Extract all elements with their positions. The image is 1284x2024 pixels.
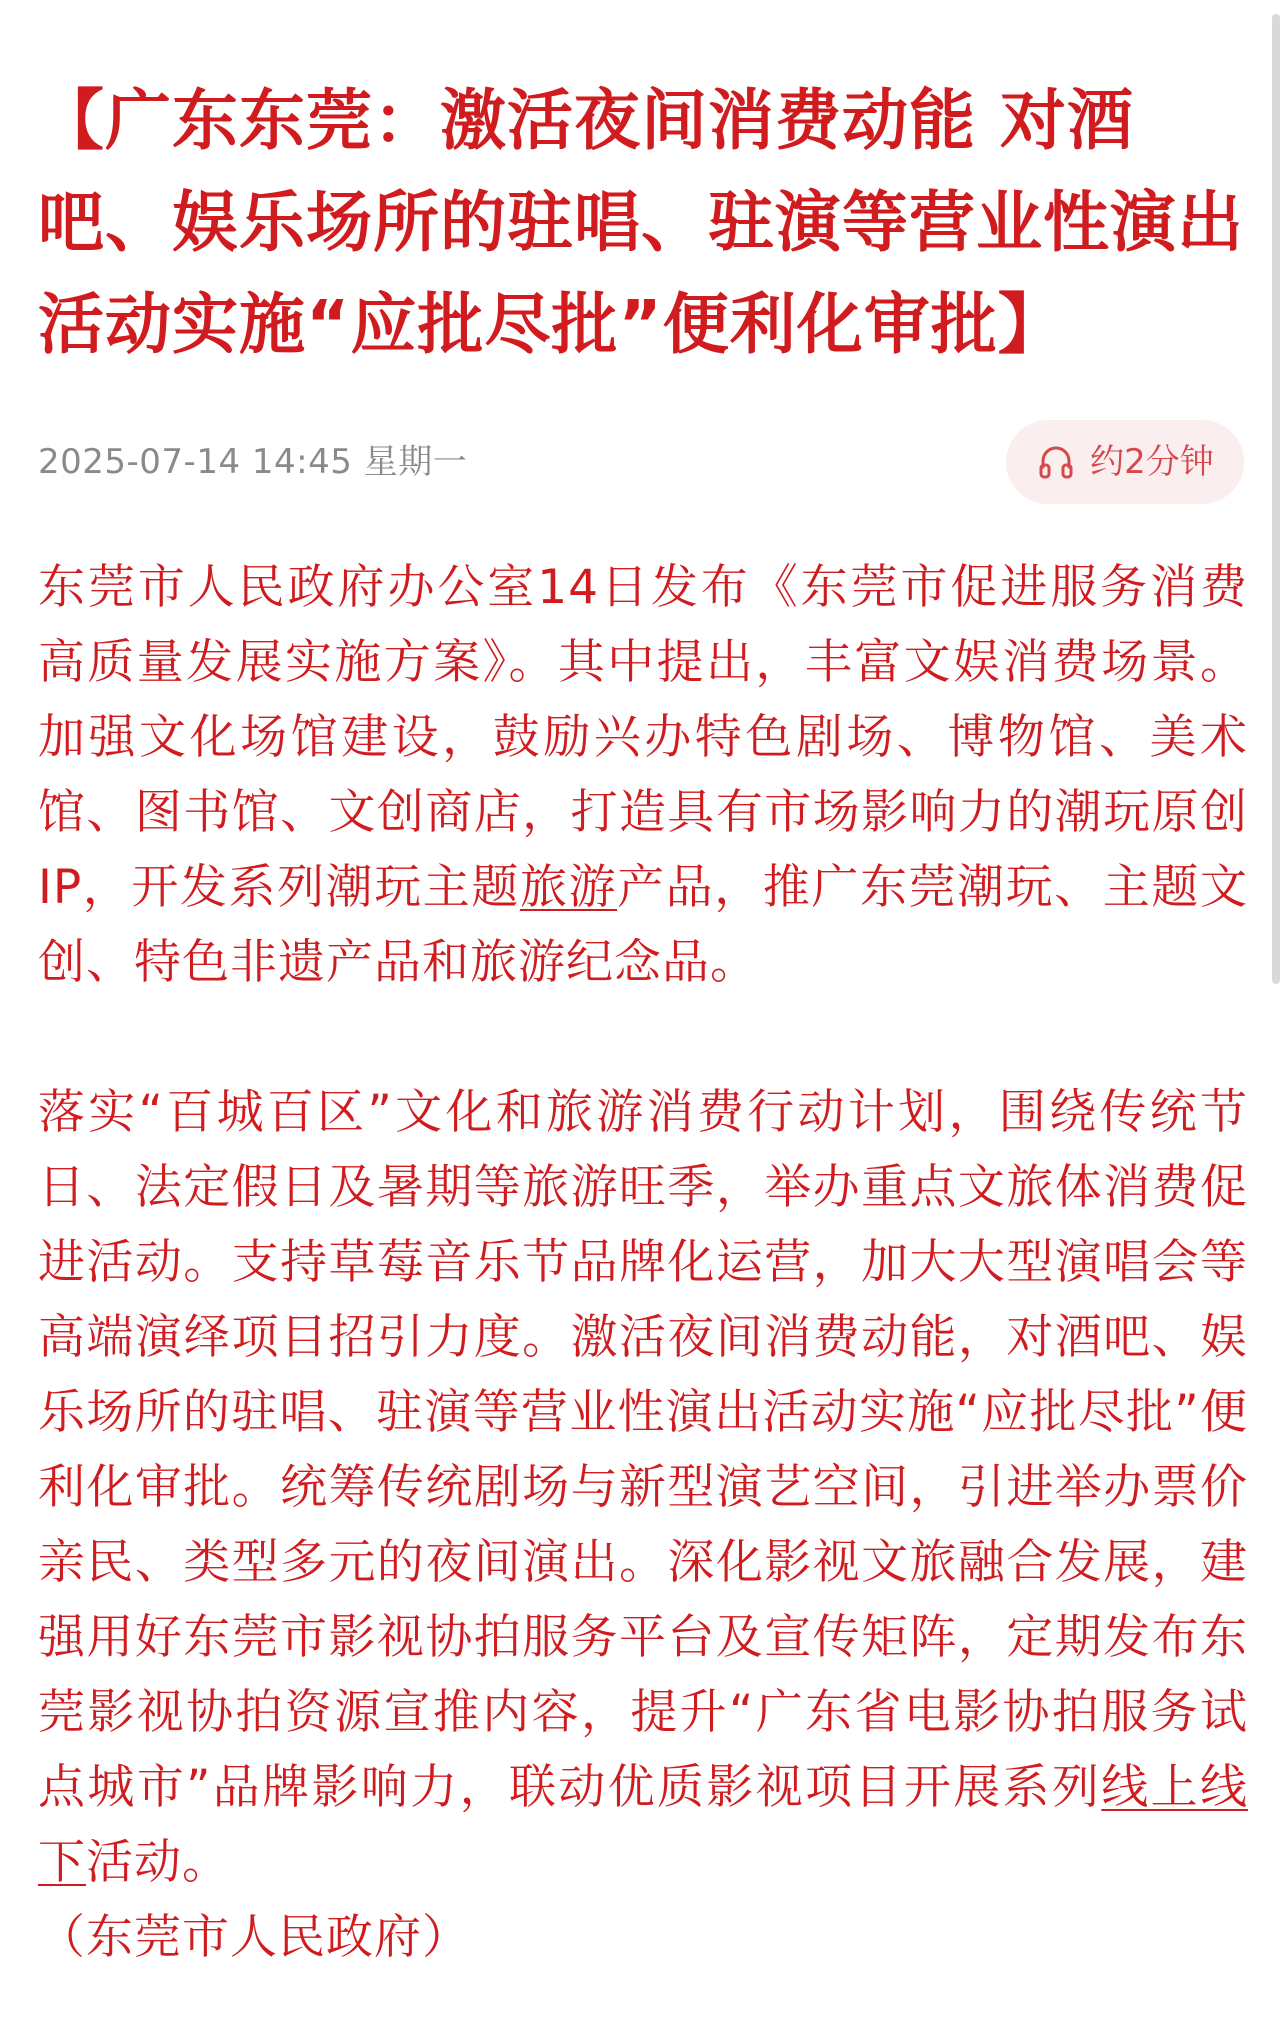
paragraph-1-text-b: 产品，推广东莞潮玩、主题文创、特色非遗产品和旅游纪念品。 [38, 860, 1249, 990]
paragraph-2 [38, 1075, 1248, 1975]
listen-button[interactable] [1006, 420, 1244, 504]
listen-duration: 约2分钟 [1090, 442, 1214, 482]
paragraph-1-text-a: 东莞市人民政府办公室14日发布《东莞市促进服务消费高质量发展实施方案》。其中提出，丰富文娱消费场景。加强文化场馆建设，鼓励兴办特色剧场、博物馆、美术馆、图书馆、文创商店，打造具有市场影响力的潮玩原创IP，开发系列潮玩主题 [38, 560, 1248, 915]
scrollbar[interactable] [1272, 14, 1280, 984]
paragraph-2-text-a: 落实“百城百区”文化和旅游消费行动计划，围绕传统节日、法定假日及暑期等旅游旺季，举办重点文旅体消费促进活动。支持草莓音乐节品牌化运营，加大大型演唱会等高端演绎项目招引力度。激活夜间消费动能，对酒吧、娱乐场所的驻唱、驻演等营业性演出活动实施“应批尽批”便利化审批。统筹传统剧场与新型演艺空间，引进举办票价亲民、类型多元的夜间演出。深化影视文旅融合发展，建强用好东莞市影视协拍服务平台及宣传矩阵，定期发布东莞影视协拍资源宣推内容，提升“广东省电影协拍服务试点城市”品牌影响力，联动优质影视项目开展系列 [38, 1085, 1248, 1815]
headphones-icon [1036, 442, 1076, 482]
article-title: 【广东东莞：激活夜间消费动能 对酒吧、娱乐场所的驻唱、驻演等营业性演出活动实施“应批尽批”便利化审批】 [38, 82, 1244, 363]
article-source: （东莞市人民政府） [38, 1910, 470, 1965]
paragraph-2-text-b: 活动。 [86, 1835, 230, 1890]
article-body [38, 550, 1248, 1975]
online-offline-link[interactable]: 线上线下 [38, 1760, 1249, 1890]
publish-date: 2025-07-14 14:45 星期一 [38, 442, 468, 482]
article-meta [38, 420, 1244, 504]
paragraph-1 [38, 550, 1248, 1000]
tourism-link[interactable]: 旅游 [519, 860, 618, 915]
